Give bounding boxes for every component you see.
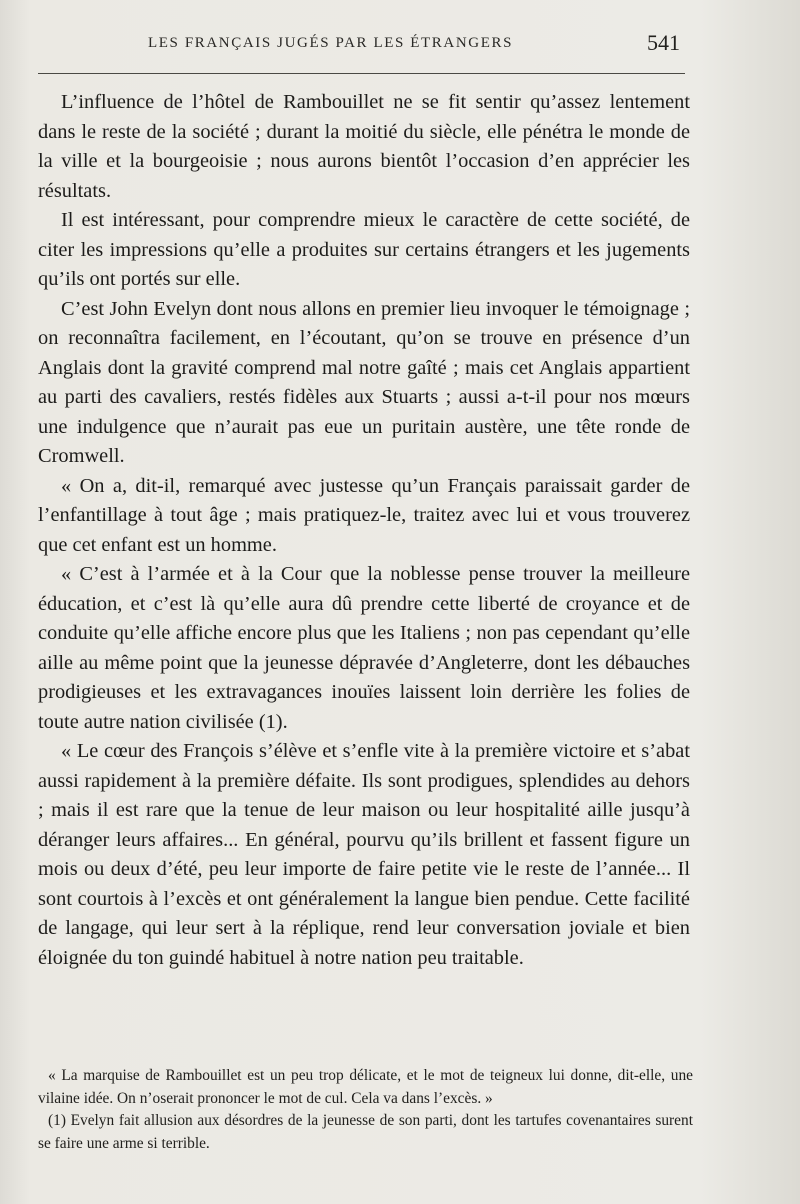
footnote-quote: « La marquise de Rambouillet est un peu trop délicate, et le mot de teigneux lui donne, dit-elle, une vilaine idée. On n’oserait prononcer le mot de cul. Cela va dans l’excès. »: [38, 1067, 693, 1107]
footnote-1: (1) Evelyn fait allusion aux désordres de la jeunesse de son parti, dont les tartufes covenantaires surent se faire une arme si terrible.: [38, 1112, 693, 1152]
paragraph: « Le cœur des François s’élève et s’enfle vite à la première victoire et s’abat aussi rapidement à la première défaite. Ils sont prodigues, splendides au dehors ; mais il est rare que la tenue de leur maison ou leur hospitalité aille jusqu’à déranger leurs affaires... En général, pourvu qu’ils brillent et fassent figure un mois ou deux d’été, peu leur importe de faire petite vie le reste de l’année... Il sont courtois à l’excès et ont généralement la langue bien pendue. Cette facilité de langage, qui leur sert à la réplique, rend leur conversation joviale et bien éloignée du ton guindé habituel à notre nation peu traitable.: [38, 740, 690, 969]
header-rule: [38, 73, 685, 74]
page-header: [38, 30, 688, 62]
paragraph: Il est intéressant, pour comprendre mieux le caractère de cette société, de citer les impressions qu’elle a produites sur certains étrangers et les jugements qu’ils ont portés sur elle.: [38, 209, 690, 290]
paragraph: C’est John Evelyn dont nous allons en premier lieu invoquer le témoignage ; on reconnaîtra facilement, en l’écoutant, qu’on se trouve en présence d’un Anglais dont la gravité comprend mal notre gaîté ; mais cet Anglais appartient au parti des cavaliers, restés fidèles aux Stuarts ; aussi a-t-il pour nos mœurs une indulgence que n’aurait pas eue un puritain austère, une tête ronde de Cromwell.: [38, 297, 690, 467]
page-number: 541: [647, 30, 680, 55]
paragraph: « C’est à l’armée et à la Cour que la noblesse pense trouver la meilleure éducation, et c’est là qu’elle aura dû prendre cette liberté de croyance et de conduite qu’elle affiche encore plus que les Italiens ; non pas cependant qu’elle aille au même point que la jeunesse dépravée d’Angleterre, dont les débauches prodigieuses et les extravagances inouïes laissent loin derrière les folies de toute autre nation civilisée (1).: [38, 563, 690, 733]
main-text: [38, 88, 690, 973]
running-title: LES FRANÇAIS JUGÉS PAR LES ÉTRANGERS: [148, 35, 514, 51]
footnotes: [38, 1065, 693, 1155]
paragraph: « On a, dit-il, remarqué avec justesse qu’un Français paraissait garder de l’enfantillage à tout âge ; mais pratiquez-le, traitez avec lui et vous trouverez que cet enfant est un homme.: [38, 474, 690, 556]
paragraph: L’influence de l’hôtel de Rambouillet ne se fit sentir qu’assez lentement dans le reste de la société ; durant la moitié du siècle, elle pénétra le monde de la ville et la bourgeoisie ; nous aurons bientôt l’occasion d’en apprécier les résultats.: [38, 91, 690, 202]
